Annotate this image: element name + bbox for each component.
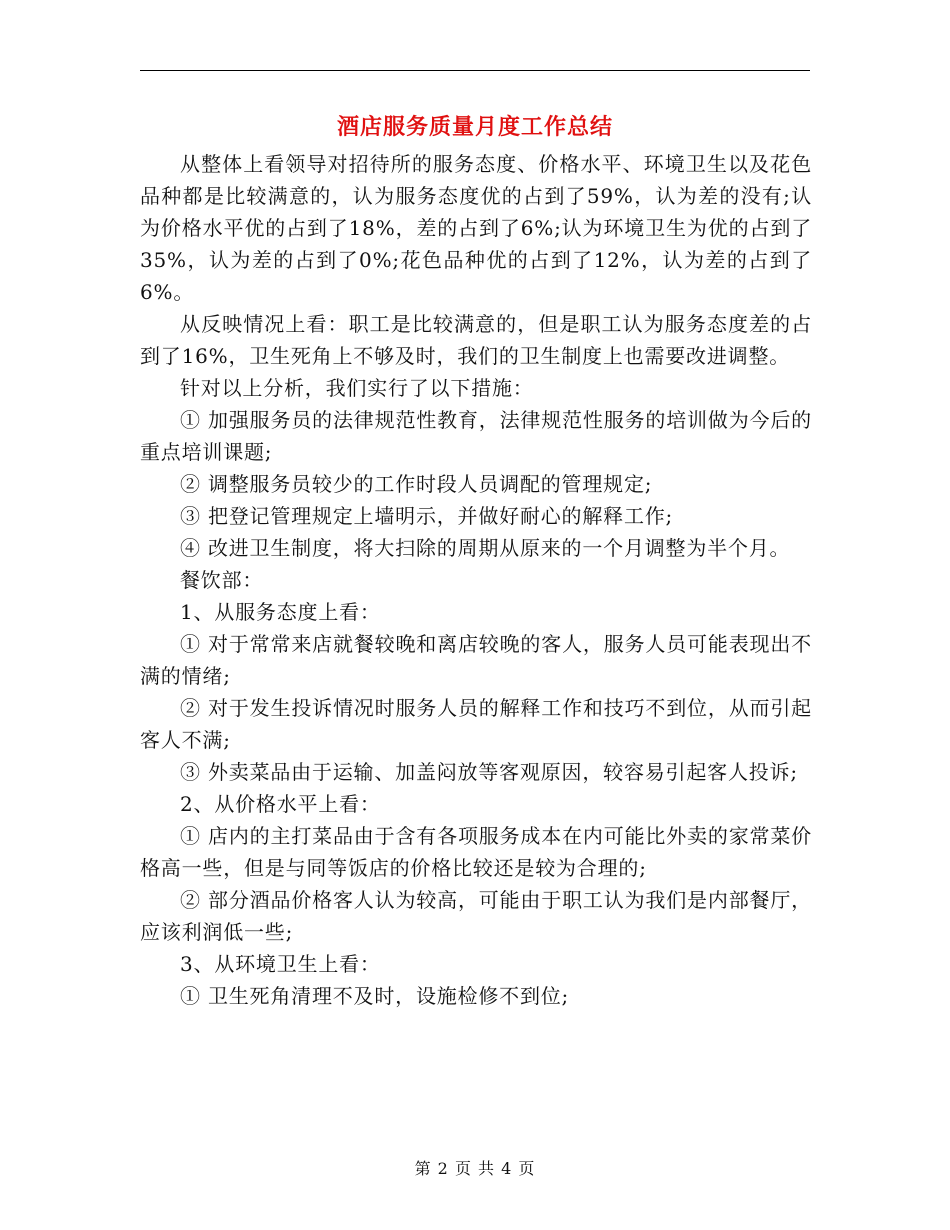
paragraph: 从反映情况上看：职工是比较满意的，但是职工认为服务态度差的占到了16%，卫生死角上不够及时，我们的卫生制度上也需要改进调整。 [140,312,812,368]
paragraph: 2、从价格水平上看： [180,792,381,816]
paragraph: ① 加强服务员的法律规范性教育，法律规范性服务的培训做为今后的重点培训课题; [140,408,812,464]
document-title: 酒店服务质量月度工作总结 [336,114,613,140]
paragraph: ① 卫生死角清理不及时，设施检修不到位; [180,984,570,1008]
paragraph: 3、从环境卫生上看： [180,952,381,976]
paragraph: 针对以上分析，我们实行了以下措施： [180,376,534,400]
paragraph: ① 店内的主打菜品由于含有各项服务成本在内可能比外卖的家常菜价格高一些，但是与同等饭店的价格比较还是较为合理的; [140,824,812,880]
paragraph: ② 对于发生投诉情况时服务人员的解释工作和技巧不到位，从而引起客人不满; [140,696,812,752]
paragraph: ② 调整服务员较少的工作时段人员调配的管理规定; [180,472,653,496]
paragraph: ③ 把登记管理规定上墙明示，并做好耐心的解释工作; [180,504,674,528]
document-body [140,148,812,1012]
paragraph: ① 对于常常来店就餐较晚和离店较晚的客人，服务人员可能表现出不满的情绪; [140,632,812,688]
paragraph: ③ 外卖菜品由于运输、加盖闷放等客观原因，较容易引起客人投诉; [180,760,798,784]
page-number-footer: 第 2 页 共 4 页 [414,1159,536,1178]
paragraph: 1、从服务态度上看： [180,600,381,624]
paragraph: ④ 改进卫生制度，将大扫除的周期从原来的一个月调整为半个月。 [180,536,791,560]
paragraph: ② 部分酒品价格客人认为较高，可能由于职工认为我们是内部餐厅，应该利润低一些; [140,888,812,944]
header-rule [140,70,810,71]
paragraph: 餐饮部： [180,568,264,592]
paragraph: 从整体上看领导对招待所的服务态度、价格水平、环境卫生以及花色品种都是比较满意的，认为服务态度优的占到了59%，认为差的没有;认为价格水平优的占到了18%，差的占到了6%;认为环境卫生为优的占到了35%，认为差的占到了0%;花色品种优的占到了12%，认为差的占到了6%。 [140,152,812,304]
